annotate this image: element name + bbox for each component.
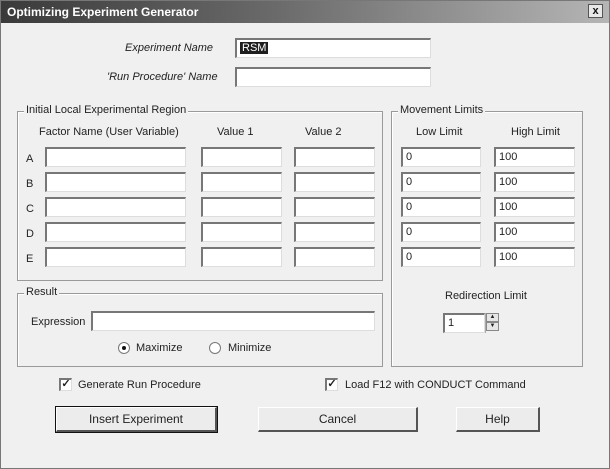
local-region-title: Initial Local Experimental Region (26, 104, 187, 116)
value2-a-field[interactable] (294, 147, 375, 167)
spin-up-icon[interactable]: ▲ (486, 313, 499, 322)
row-a-label: A (26, 153, 34, 165)
redirection-limit-field[interactable]: 1 (443, 313, 485, 333)
low-limit-d-field[interactable]: 0 (401, 222, 481, 242)
maximize-radio[interactable] (118, 342, 130, 354)
generate-run-procedure-checkbox[interactable]: ✓ (59, 378, 72, 391)
window-title: Optimizing Experiment Generator (7, 5, 199, 19)
value2-d-field[interactable] (294, 222, 375, 242)
row-c-label: C (26, 203, 34, 215)
experiment-name-value: RSM (242, 42, 267, 54)
low-limit-header: Low Limit (416, 126, 463, 138)
value1-e-field[interactable] (201, 247, 282, 267)
low-limit-a-field[interactable]: 0 (401, 147, 481, 167)
insert-experiment-button[interactable]: Insert Experiment (56, 407, 217, 432)
minimize-radio[interactable] (209, 342, 221, 354)
value1-d-field[interactable] (201, 222, 282, 242)
maximize-label[interactable]: Maximize (136, 342, 183, 354)
movement-limits-title: Movement Limits (400, 104, 484, 116)
factor-e-field[interactable] (45, 247, 186, 267)
factor-b-field[interactable] (45, 172, 186, 192)
high-limit-header: High Limit (511, 126, 560, 138)
generate-run-procedure-label[interactable]: Generate Run Procedure (78, 379, 201, 391)
value1-a-field[interactable] (201, 147, 282, 167)
factor-d-field[interactable] (45, 222, 186, 242)
redirection-limit-spinner[interactable] (485, 313, 499, 333)
help-button[interactable]: Help (456, 407, 540, 432)
factor-a-field[interactable] (45, 147, 186, 167)
value1-b-field[interactable] (201, 172, 282, 192)
load-f12-label[interactable]: Load F12 with CONDUCT Command (345, 379, 526, 391)
low-limit-e-field[interactable]: 0 (401, 247, 481, 267)
run-procedure-name-field[interactable] (235, 67, 431, 87)
title-bar[interactable] (1, 1, 609, 23)
value2-b-field[interactable] (294, 172, 375, 192)
expression-label: Expression (31, 316, 86, 328)
low-limit-c-field[interactable]: 0 (401, 197, 481, 217)
experiment-name-field[interactable] (235, 38, 431, 58)
load-f12-checkbox[interactable]: ✓ (325, 378, 338, 391)
result-title: Result (26, 286, 58, 298)
row-b-label: B (26, 178, 34, 190)
cancel-button[interactable]: Cancel (258, 407, 418, 432)
high-limit-e-field[interactable]: 100 (494, 247, 575, 267)
high-limit-d-field[interactable]: 100 (494, 222, 575, 242)
high-limit-b-field[interactable]: 100 (494, 172, 575, 192)
value2-e-field[interactable] (294, 247, 375, 267)
run-procedure-name-label: 'Run Procedure' Name (107, 71, 218, 83)
row-e-label: E (26, 253, 34, 265)
low-limit-b-field[interactable]: 0 (401, 172, 481, 192)
expression-field[interactable] (91, 311, 375, 331)
factor-name-header: Factor Name (User Variable) (39, 126, 179, 138)
high-limit-c-field[interactable]: 100 (494, 197, 575, 217)
value1-c-field[interactable] (201, 197, 282, 217)
high-limit-a-field[interactable]: 100 (494, 147, 575, 167)
experiment-name-label: Experiment Name (125, 42, 214, 54)
close-icon[interactable]: x (588, 4, 603, 18)
factor-c-field[interactable] (45, 197, 186, 217)
minimize-label[interactable]: Minimize (228, 342, 272, 354)
value2-header: Value 2 (305, 126, 342, 138)
value1-header: Value 1 (217, 126, 254, 138)
row-d-label: D (26, 228, 34, 240)
spin-down-icon[interactable]: ▼ (486, 322, 499, 331)
value2-c-field[interactable] (294, 197, 375, 217)
redirection-limit-label: Redirection Limit (445, 290, 527, 302)
